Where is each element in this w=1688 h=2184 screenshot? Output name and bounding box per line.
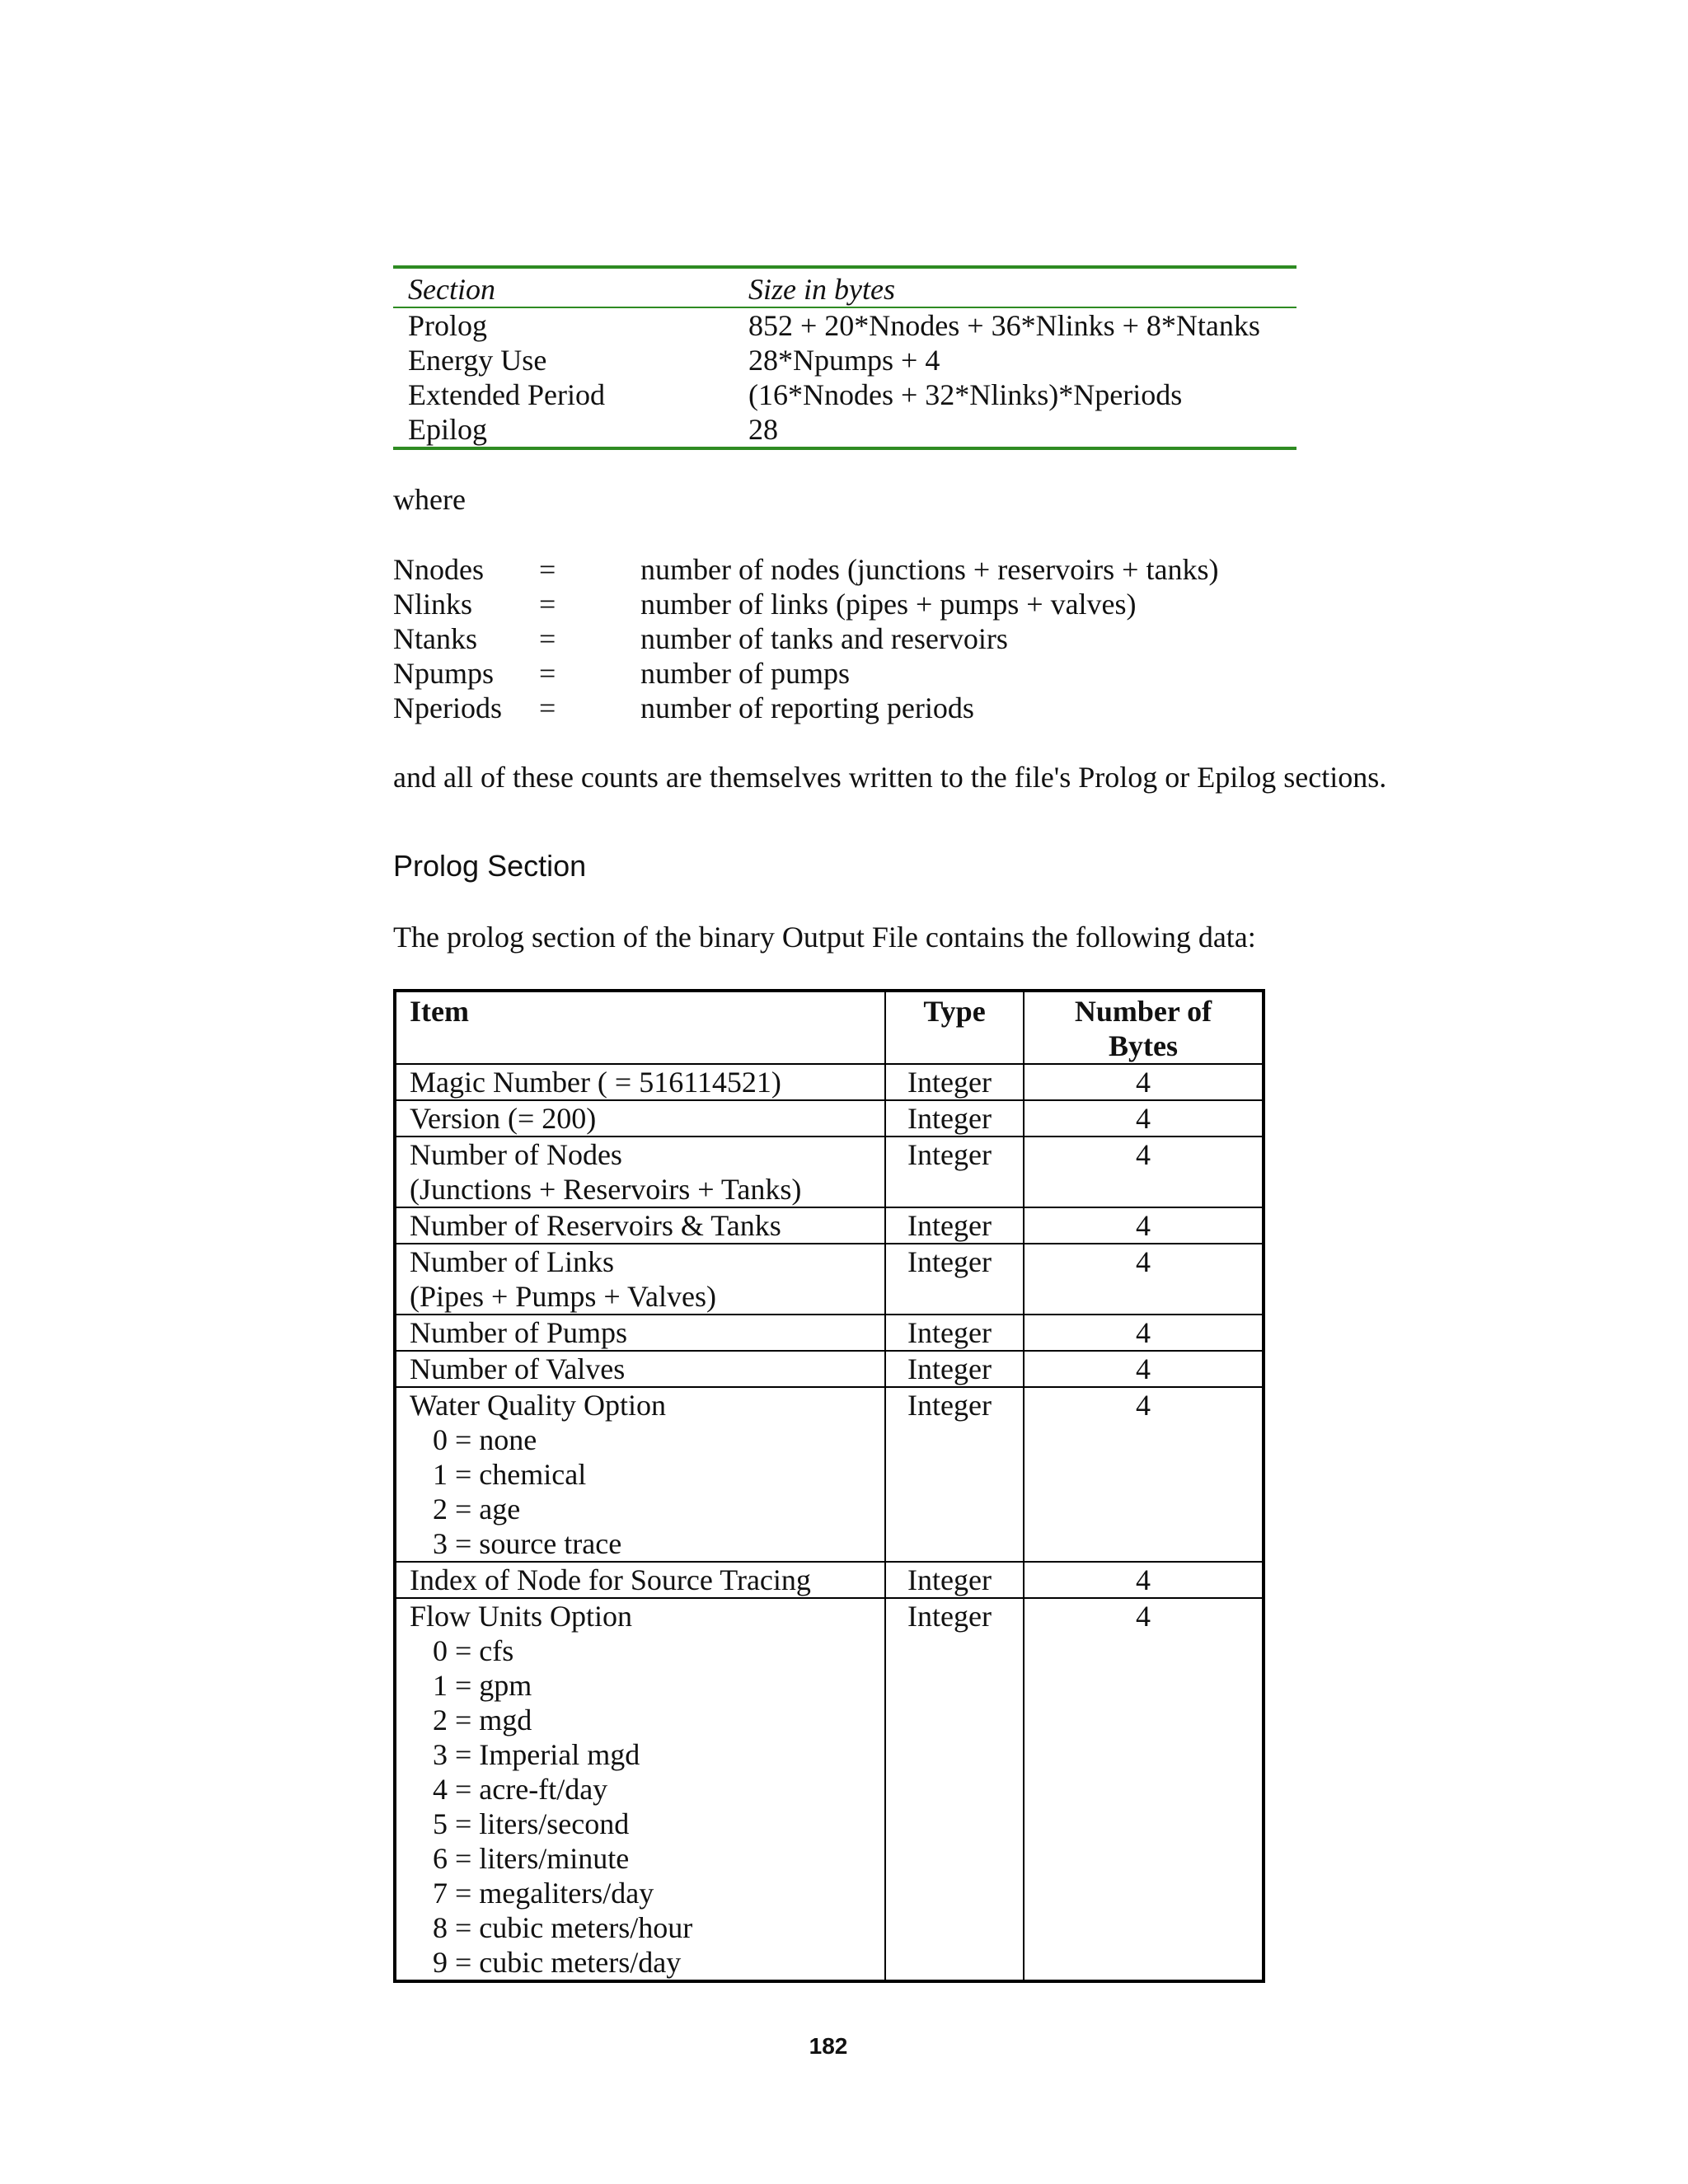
item-text: Magic Number ( = 516114521) <box>410 1066 781 1099</box>
option-text: 1 = gpm <box>433 1669 532 1702</box>
item-text: Index of Node for Source Tracing <box>410 1563 811 1596</box>
prolog-header-item: Item <box>395 991 885 1064</box>
item-text: Version (= 200) <box>410 1102 597 1135</box>
definition-equals: = <box>539 553 556 586</box>
size-table-row <box>393 343 1296 377</box>
prolog-header-bytes: Number of Bytes <box>1024 991 1264 1064</box>
bytes-cell: 4 <box>1024 1207 1264 1244</box>
size-table-header-size: Size in bytes <box>734 267 1296 307</box>
size-table-header-row <box>393 267 1296 307</box>
item-text: (Pipes + Pumps + Valves) <box>410 1280 716 1313</box>
bytes-cell: 4 <box>1024 1315 1264 1351</box>
option-text: 1 = chemical <box>433 1458 587 1491</box>
size-table-header-section: Section <box>393 267 734 307</box>
prolog-table-header-row <box>395 991 1264 1064</box>
definition-description: number of links (pipes + pumps + valves) <box>640 588 1137 621</box>
size-table-section-cell: Extended Period <box>408 378 605 411</box>
definition-equals: = <box>539 657 556 690</box>
table-row <box>395 1064 1264 1100</box>
type-cell: Integer <box>885 1351 1024 1387</box>
bytes-cell: 4 <box>1024 1562 1264 1598</box>
definition-term: Nlinks <box>393 588 473 621</box>
table-row <box>395 1598 1264 1981</box>
table-row <box>395 1100 1264 1137</box>
type-cell: Integer <box>885 1137 1024 1207</box>
size-table-size-cell: (16*Nnodes + 32*Nlinks)*Nperiods <box>748 378 1183 411</box>
section-heading: Prolog Section <box>393 849 587 883</box>
option-text: 5 = liters/second <box>433 1807 630 1840</box>
bytes-cell: 4 <box>1024 1244 1264 1315</box>
bytes-cell: 4 <box>1024 1064 1264 1100</box>
page-number: 182 <box>809 2033 848 2059</box>
item-cell <box>395 1137 885 1207</box>
table-row <box>395 1562 1264 1598</box>
definition-description: number of tanks and reservoirs <box>640 622 1008 655</box>
item-cell <box>395 1562 885 1598</box>
intro-paragraph: The prolog section of the binary Output File contains the following data: <box>393 921 1256 954</box>
size-table-size-cell: 28 <box>734 412 1296 448</box>
definition-description: number of pumps <box>640 657 850 690</box>
table-row <box>395 1351 1264 1387</box>
table-row <box>395 1207 1264 1244</box>
bytes-cell: 4 <box>1024 1100 1264 1137</box>
where-label: where <box>393 483 466 516</box>
option-text: 8 = cubic meters/hour <box>433 1911 693 1944</box>
table-row <box>395 1137 1264 1207</box>
type-cell: Integer <box>885 1387 1024 1562</box>
size-table-section-cell: Energy Use <box>408 344 547 377</box>
table-row <box>395 1315 1264 1351</box>
size-table-row <box>393 412 1296 448</box>
definition-term: Nnodes <box>393 553 484 586</box>
item-cell <box>395 1315 885 1351</box>
table-row <box>395 1244 1264 1315</box>
table-row <box>395 1387 1264 1562</box>
size-table-size-cell: 28*Npumps + 4 <box>748 344 940 377</box>
definition-term: Npumps <box>393 657 495 690</box>
type-cell: Integer <box>885 1244 1024 1315</box>
item-text: Flow Units Option <box>410 1600 633 1633</box>
type-cell: Integer <box>885 1207 1024 1244</box>
definition-equals: = <box>539 588 556 621</box>
definition-term: Ntanks <box>393 622 477 655</box>
option-text: 9 = cubic meters/day <box>433 1946 682 1979</box>
type-cell: Integer <box>885 1100 1024 1137</box>
size-table-size-cell: 852 + 20*Nnodes + 36*Nlinks + 8*Ntanks <box>748 309 1260 342</box>
prolog-data-table <box>393 989 1265 1983</box>
counts-paragraph: and all of these counts are themselves written to the file's Prolog or Epilog sections. <box>393 761 1387 794</box>
size-table-section-cell: Epilog <box>393 412 734 448</box>
bytes-cell: 4 <box>1024 1351 1264 1387</box>
type-cell: Integer <box>885 1064 1024 1100</box>
item-text: Number of Valves <box>410 1352 626 1385</box>
bytes-cell: 4 <box>1024 1598 1264 1981</box>
item-text: Number of Reservoirs & Tanks <box>410 1209 781 1242</box>
item-cell <box>395 1387 885 1562</box>
item-text: Number of Nodes <box>410 1138 622 1171</box>
size-table-section-cell: Prolog <box>408 309 488 342</box>
section-size-table <box>393 265 1296 450</box>
item-text: Number of Pumps <box>410 1316 627 1349</box>
definition-term: Nperiods <box>393 691 502 724</box>
option-text: 2 = age <box>433 1493 521 1526</box>
type-cell: Integer <box>885 1315 1024 1351</box>
size-table-row <box>393 307 1296 343</box>
definition-description: number of reporting periods <box>640 691 974 724</box>
option-text: 0 = cfs <box>433 1634 514 1667</box>
item-cell <box>395 1100 885 1137</box>
item-cell <box>395 1207 885 1244</box>
prolog-header-type: Type <box>885 991 1024 1064</box>
option-text: 3 = Imperial mgd <box>433 1738 640 1771</box>
bytes-cell: 4 <box>1024 1137 1264 1207</box>
item-text: (Junctions + Reservoirs + Tanks) <box>410 1173 802 1206</box>
option-text: 7 = megaliters/day <box>433 1877 654 1910</box>
option-text: 0 = none <box>433 1423 537 1456</box>
option-text: 3 = source trace <box>433 1527 622 1560</box>
option-text: 2 = mgd <box>433 1704 532 1736</box>
item-cell <box>395 1244 885 1315</box>
size-table-row <box>393 377 1296 412</box>
item-text: Number of Links <box>410 1245 614 1278</box>
definition-equals: = <box>539 691 556 724</box>
definition-equals: = <box>539 622 556 655</box>
item-cell <box>395 1064 885 1100</box>
option-text: 6 = liters/minute <box>433 1842 630 1875</box>
type-cell: Integer <box>885 1598 1024 1981</box>
definition-description: number of nodes (junctions + reservoirs + tanks) <box>640 553 1219 586</box>
item-cell <box>395 1598 885 1981</box>
prolog-table-body <box>395 1064 1264 1981</box>
item-text: Water Quality Option <box>410 1389 667 1422</box>
bytes-cell: 4 <box>1024 1387 1264 1562</box>
option-text: 4 = acre-ft/day <box>433 1773 608 1806</box>
type-cell: Integer <box>885 1562 1024 1598</box>
item-cell <box>395 1351 885 1387</box>
